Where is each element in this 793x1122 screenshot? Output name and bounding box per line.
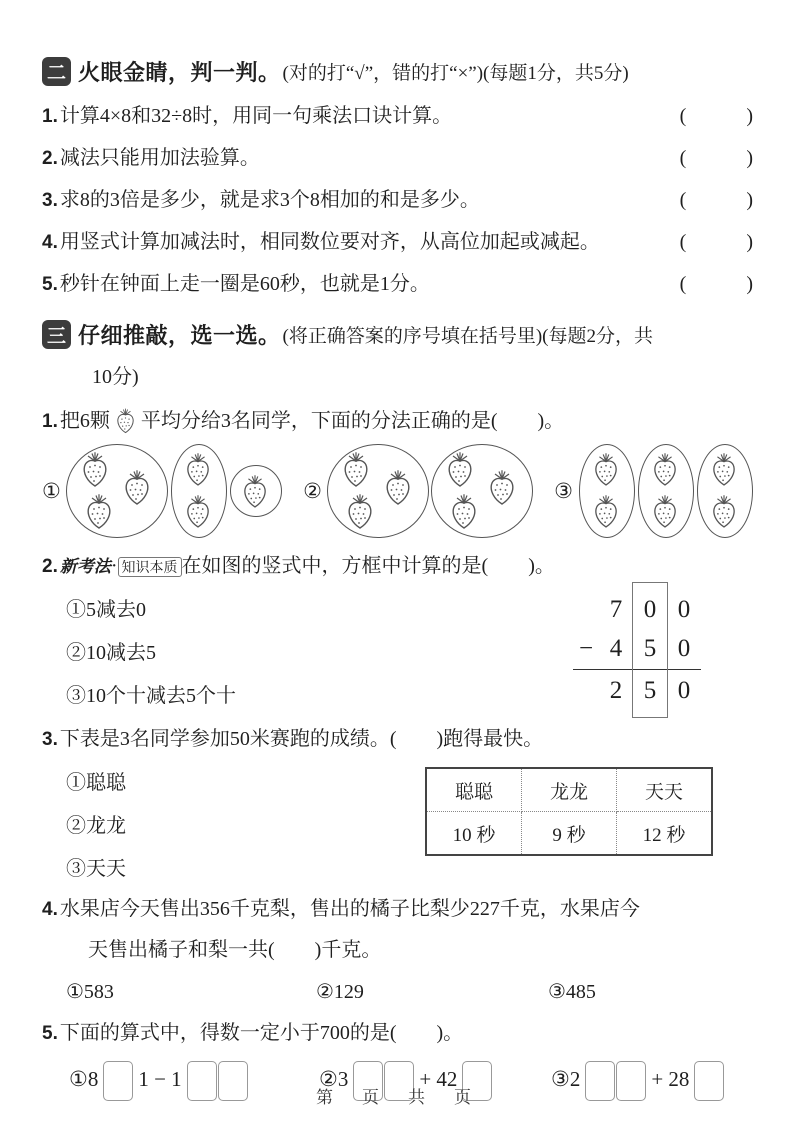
choice-q3-body: [42, 753, 753, 882]
strawberry-icon: [114, 407, 137, 434]
question-body: 求8的3倍是多少，就是求3个8相加的和是多少。: [59, 189, 480, 211]
strawberry-icon: [650, 451, 680, 487]
expression-text: + 28: [651, 1066, 690, 1091]
vcalc-tens-column-box: [632, 582, 668, 718]
option-item: ③天天: [66, 858, 126, 880]
expression-text: ③2: [551, 1066, 581, 1091]
table-value-cell: 10 秒: [426, 812, 522, 856]
question-body: 秒针在钟面上走一圈是60秒，也就是1分。: [59, 273, 430, 295]
strawberry-icon: [183, 451, 213, 487]
question-body: 下表是3名同学参加50米赛跑的成绩。( )跑得最快。: [59, 728, 544, 750]
strawberry-icon: [121, 468, 153, 506]
answer-bracket: ( ): [679, 189, 753, 211]
expression-text: 1 − 1: [138, 1066, 182, 1091]
option-item: ②龙龙: [66, 815, 126, 837]
judge-question-row: [42, 188, 753, 213]
question-body: 用竖式计算加减法时，相同数位要对齐，从高位加起或减起。: [59, 231, 600, 253]
page-footer: 第 页 共 页: [316, 1088, 477, 1107]
table-value-cell: 12 秒: [617, 812, 713, 856]
question-body: 下面的算式中，得数一定小于700的是( )。: [59, 1022, 464, 1044]
table-header-cell: 天天: [617, 768, 713, 812]
option-label: ①: [42, 478, 61, 503]
strawberry-options-row: [42, 443, 753, 539]
question-text: [42, 146, 260, 171]
strawberry-group-of-2: [579, 444, 635, 538]
question-text: [42, 230, 600, 255]
strawberry-icon: [709, 493, 739, 529]
judge-section: [42, 56, 753, 297]
vertical-calculation: [573, 590, 701, 710]
answer-bracket: ( ): [679, 105, 753, 127]
question-number: 4.: [42, 899, 58, 920]
table-value-row: [426, 812, 712, 856]
strawberry-icon: [382, 468, 414, 506]
question-number: 4.: [42, 232, 58, 253]
strawberry-icon: [240, 473, 270, 509]
choice-q4-text-line1: [42, 896, 753, 923]
answer-bracket: ( ): [679, 147, 753, 169]
section-title: 火眼金睛，判一判。: [78, 60, 281, 85]
strawberry-icon: [340, 450, 372, 488]
section-note: (对的打“√”，错的打“×”)(每题1分，共5分): [282, 63, 629, 84]
choice-q3-options: [42, 753, 126, 882]
option-item: ②10减去5: [66, 642, 156, 664]
choice-q2-options: [42, 580, 236, 709]
question-number: 5.: [42, 1023, 58, 1044]
choice-q2-body: [42, 580, 753, 710]
section-note-wrap: 10分): [92, 366, 139, 388]
option-label: ②: [303, 478, 322, 503]
judge-question-row: [42, 146, 753, 171]
strawberry-group-of-1: [230, 465, 282, 517]
strawberry-group-of-2: [638, 444, 694, 538]
table-header-cell: 龙龙: [522, 768, 617, 812]
strawberry-icon: [591, 451, 621, 487]
tag-separator: ·: [110, 555, 118, 577]
table-value-cell: 9 秒: [522, 812, 617, 856]
choice-q3-text: [42, 726, 753, 753]
judge-question-row: [42, 104, 753, 129]
choice-q4-text-line2: 天售出橘子和梨一共( )千克。: [88, 939, 382, 961]
section-number-badge: 二: [42, 57, 71, 86]
option-item: ③10个十减去5个十: [66, 685, 236, 707]
vcalc-digit: 0: [677, 635, 691, 662]
strawberry-option-2: [303, 444, 533, 538]
vcalc-digit: 4: [609, 635, 623, 662]
choice-q2-text: [42, 553, 753, 580]
strawberry-icon: [448, 492, 480, 530]
vcalc-digit: 2: [609, 677, 623, 704]
vcalc-digit: 5: [643, 635, 657, 662]
option-item: ①5减去0: [66, 599, 146, 621]
vcalc-sign-space: [573, 671, 599, 710]
vcalc-digit: 7: [609, 596, 623, 623]
strawberry-group-of-3: [327, 444, 429, 538]
question-number: 3.: [42, 190, 58, 211]
expression-text: ②3: [319, 1066, 349, 1091]
option-label: ③: [554, 478, 573, 503]
question-number: 1.: [42, 411, 58, 432]
strawberry-icon: [183, 493, 213, 529]
section-title: 仔细推敲，选一选。: [78, 323, 281, 348]
question-number: 5.: [42, 274, 58, 295]
strawberry-icon: [709, 451, 739, 487]
question-text: [42, 272, 430, 297]
strawberry-group-of-2: [171, 444, 227, 538]
question-number: 3.: [42, 729, 58, 750]
strawberry-icon: [486, 468, 518, 506]
section-note: (将正确答案的序号填在括号里)(每题2分，共: [282, 326, 653, 347]
strawberry-icon: [83, 492, 115, 530]
question-body: 平均分给3名同学，下面的分法正确的是( )。: [140, 410, 565, 432]
vcalc-digit: 0: [643, 596, 657, 623]
vcalc-digit: 0: [677, 677, 691, 704]
question-number: 2.: [42, 556, 58, 577]
expression-text: + 42: [419, 1066, 458, 1091]
choice-q5-text: [42, 1020, 753, 1047]
question-body: 水果店今天售出356千克梨，售出的橘子比梨少227千克，水果店今: [59, 898, 640, 920]
option-item: ③485: [548, 981, 596, 1003]
question-text: [42, 188, 480, 213]
answer-bracket: ( ): [679, 273, 753, 295]
choice-q4-options: [42, 979, 753, 1004]
question-body: 在如图的竖式中，方框中计算的是( )。: [181, 555, 555, 577]
race-score-table: [425, 767, 713, 856]
question-number: 2.: [42, 148, 58, 169]
section-number-badge: 三: [42, 320, 71, 349]
strawberry-option-1: [42, 444, 282, 538]
vcalc-digit: 0: [677, 596, 691, 623]
strawberry-icon: [79, 450, 111, 488]
question-body: 计算4×8和32÷8时，用同一句乘法口诀计算。: [59, 105, 453, 127]
question-body: 减法只能用加法验算。: [59, 147, 260, 169]
vcalc-digit: 5: [643, 677, 657, 704]
question-body: 把6颗: [59, 410, 110, 432]
question-number: 1.: [42, 106, 58, 127]
table-header-row: [426, 768, 712, 812]
strawberry-option-3: [554, 444, 753, 538]
strawberry-icon: [591, 493, 621, 529]
strawberry-icon: [650, 493, 680, 529]
option-item: ①583: [66, 981, 114, 1003]
expression-text: ①8: [69, 1066, 99, 1091]
strawberry-icon: [344, 492, 376, 530]
choice-q1-text: [42, 407, 753, 435]
knowledge-tag-box: 知识本质: [118, 557, 182, 577]
choice-section: [42, 319, 753, 1101]
choice-section-header: [42, 319, 753, 350]
vcalc-sign-space: [573, 590, 599, 629]
judge-question-row: [42, 272, 753, 297]
option-item: ①聪聪: [66, 772, 126, 794]
strawberry-group-of-3: [66, 444, 168, 538]
table-header-cell: 聪聪: [426, 768, 522, 812]
judge-question-row: [42, 230, 753, 255]
option-item: ②129: [316, 981, 364, 1003]
strawberry-icon: [444, 450, 476, 488]
strawberry-group-of-3: [431, 444, 533, 538]
judge-section-header: [42, 56, 753, 87]
answer-bracket: ( ): [679, 231, 753, 253]
minus-sign: −: [578, 635, 594, 662]
question-text: [42, 104, 452, 129]
strawberry-group-of-2: [697, 444, 753, 538]
new-method-tag: 新考法: [59, 557, 111, 576]
